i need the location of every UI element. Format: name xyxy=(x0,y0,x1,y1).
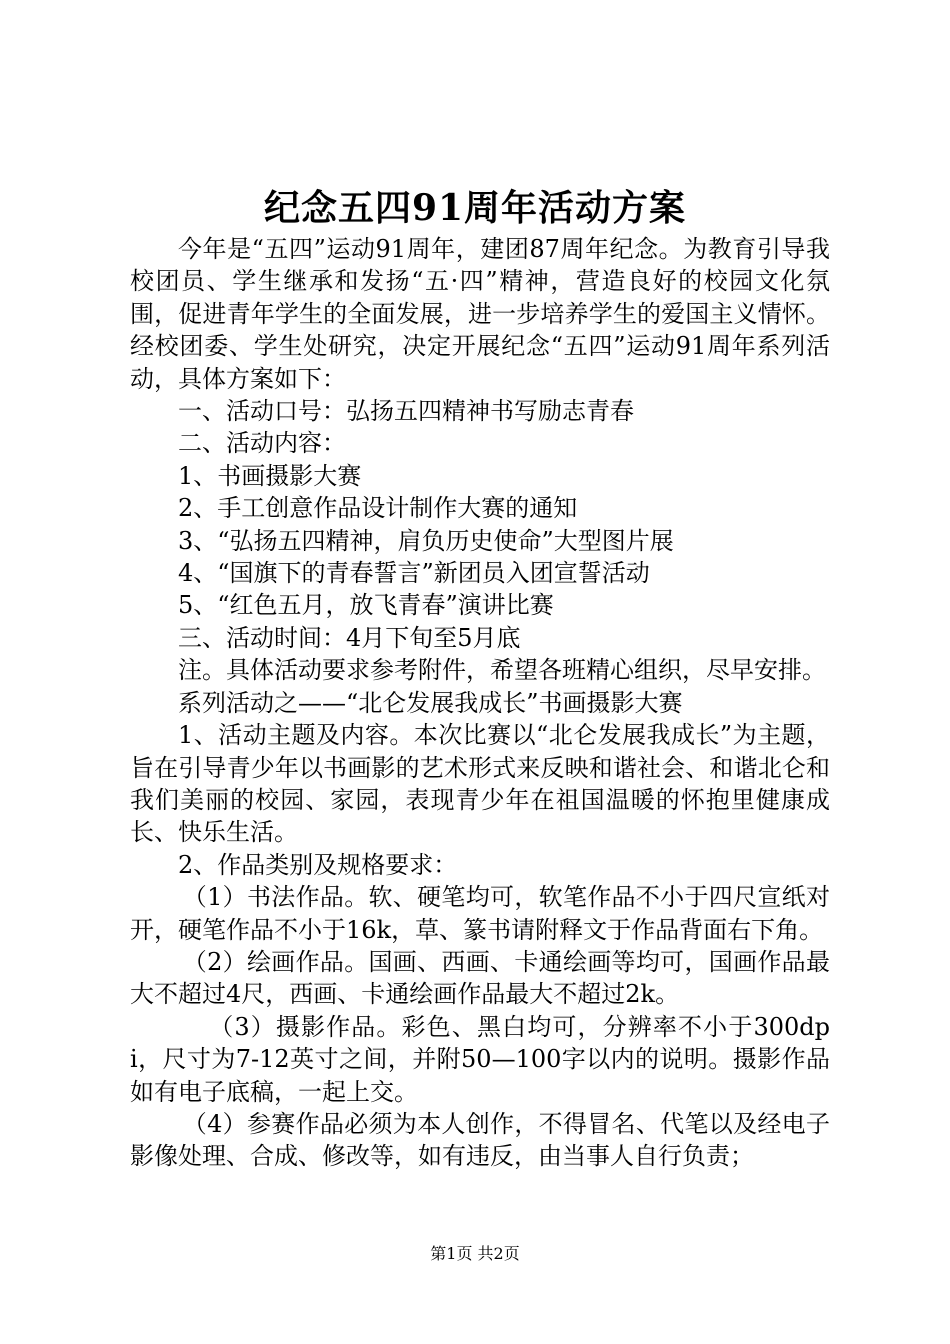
activity-item: 3、“弘扬五四精神，肩负历史使命”大型图片展 xyxy=(178,526,674,555)
painting-requirements: （2）绘画作品。国画、西画、卡通绘画等均可，国画作品最大不超过4尺，西画、卡通绘画作品最大不超过2k。 xyxy=(130,947,830,1009)
activity-item: 4、“国旗下的青春誓言”新团员入团宣誓活动 xyxy=(178,559,650,588)
content-heading: 二、活动内容： xyxy=(178,429,346,458)
page-footer: 第1页 共2页 xyxy=(430,1244,520,1263)
activity-item: 5、“红色五月，放飞青春”演讲比赛 xyxy=(178,591,554,620)
theme-paragraph: 1、活动主题及内容。本次比赛以“北仑发展我成长”为主题，旨在引导青少年以书画影的艺术形式来反映和谐社会、和谐北仑和我们美丽的校园、家园，表现青少年在祖国温暖的怀抱里健康成长、快乐生活。 xyxy=(130,721,830,847)
document-title: 纪念五四91周年活动方案 xyxy=(263,187,687,229)
intro-paragraph: 今年是“五四”运动91周年，建团87周年纪念。为教育引导我校团员、学生继承和发扬“五·四”精神，营造良好的校园文化氛围，促进青年学生的全面发展，进一步培养学生的爱国主义情怀。经校团委、学生处研究，决定开展纪念“五四”运动91周年系列活动，具体方案如下： xyxy=(130,235,830,393)
calligraphy-requirements: （1）书法作品。软、硬笔均可，软笔作品不小于四尺宣纸对开，硬笔作品不小于16k，草、篆书请附释文于作品背面右下角。 xyxy=(130,883,830,944)
series-heading: 系列活动之——“北仑发展我成长”书画摄影大赛 xyxy=(178,688,683,717)
time-line: 三、活动时间：4月下旬至5月底 xyxy=(178,623,521,652)
document-body xyxy=(130,233,830,1173)
note-paragraph: 注。具体活动要求参考附件，希望各班精心组织，尽早安排。 xyxy=(178,656,826,685)
originality-requirements: （4）参赛作品必须为本人创作，不得冒名、代笔以及经电子影像处理、合成、修改等，如有违反，由当事人自行负责； xyxy=(130,1109,830,1171)
photography-requirements: （3）摄影作品。彩色、黑白均可，分辨率不小于300dpi，尺寸为7-12英寸之间，并附50—100字以内的说明。摄影作品如有电子底稿，一起上交。 xyxy=(130,1012,830,1106)
activity-item: 2、手工创意作品设计制作大赛的通知 xyxy=(178,494,578,523)
category-heading: 2、作品类别及规格要求： xyxy=(178,850,458,879)
activity-item: 1、书画摄影大赛 xyxy=(178,461,362,490)
slogan-line: 一、活动口号：弘扬五四精神书写励志青春 xyxy=(178,397,634,426)
